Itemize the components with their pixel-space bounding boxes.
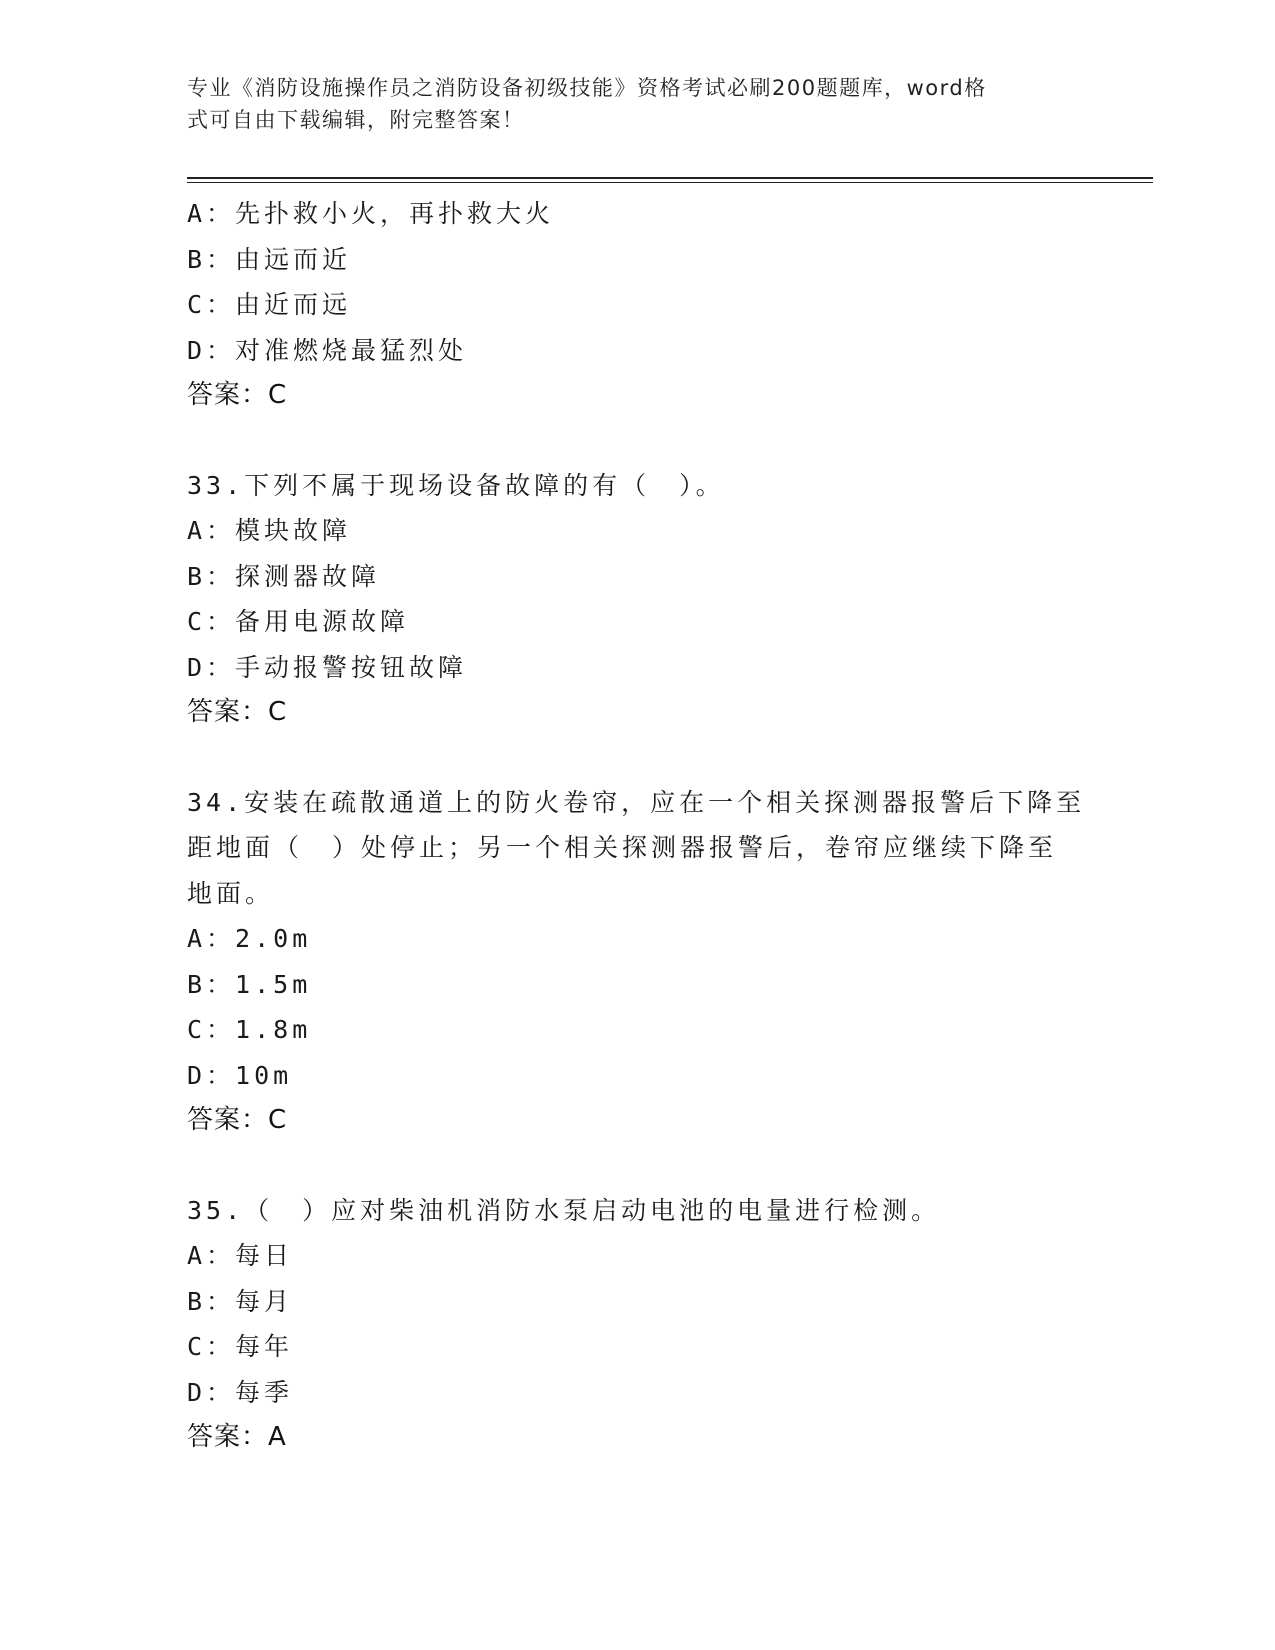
question-stem: 地面。 [187, 878, 275, 908]
option-a: A：2.0m [187, 924, 312, 953]
option-a: A：先扑救小火，再扑救大火 [187, 199, 555, 228]
question-list [187, 191, 1087, 1461]
option-d: D：每季 [187, 1377, 294, 1407]
question-stem: 34.安装在疏散通道上的防火卷帘，应在一个相关探测器报警后下降至 [187, 787, 1086, 817]
option-d: D：手动报警按钮故障 [187, 652, 468, 682]
question-34 [187, 780, 1087, 1144]
question-35 [187, 1188, 1087, 1461]
question-stem: 35.（ ）应对柴油机消防水泵启动电池的电量进行检测。 [187, 1195, 941, 1225]
answer: 答案：C [187, 1105, 288, 1135]
option-c: C：每年 [187, 1332, 294, 1361]
question-stem: 33.下列不属于现场设备故障的有（ ）。 [187, 470, 725, 500]
option-c: C：由近而远 [187, 290, 352, 319]
question-33 [187, 463, 1087, 736]
option-b: B：1.5m [187, 969, 312, 999]
document-header [187, 72, 1067, 136]
option-b: B：由远而近 [187, 244, 352, 274]
option-b: B：每月 [187, 1286, 294, 1316]
question-32 [187, 191, 1087, 419]
header-line-2: 式可自由下载编辑，附完整答案！ [187, 108, 525, 132]
header-line-1: 专业《消防设施操作员之消防设备初级技能》资格考试必刷200题题库，word格 [187, 76, 987, 100]
option-c: C：1.8m [187, 1015, 312, 1044]
option-a: A：模块故障 [187, 516, 352, 545]
header-divider [187, 177, 1153, 179]
option-a: A：每日 [187, 1241, 294, 1270]
header-divider-thin [187, 182, 1153, 183]
answer: 答案：C [187, 380, 288, 410]
answer: 答案：A [187, 1422, 287, 1452]
answer: 答案：C [187, 697, 288, 727]
option-d: D：对准燃烧最猛烈处 [187, 335, 468, 365]
option-d: D：10m [187, 1060, 293, 1090]
option-c: C：备用电源故障 [187, 607, 410, 636]
option-b: B：探测器故障 [187, 561, 381, 591]
question-stem: 距地面（ ）处停止；另一个相关探测器报警后，卷帘应继续下降至 [187, 833, 1058, 862]
